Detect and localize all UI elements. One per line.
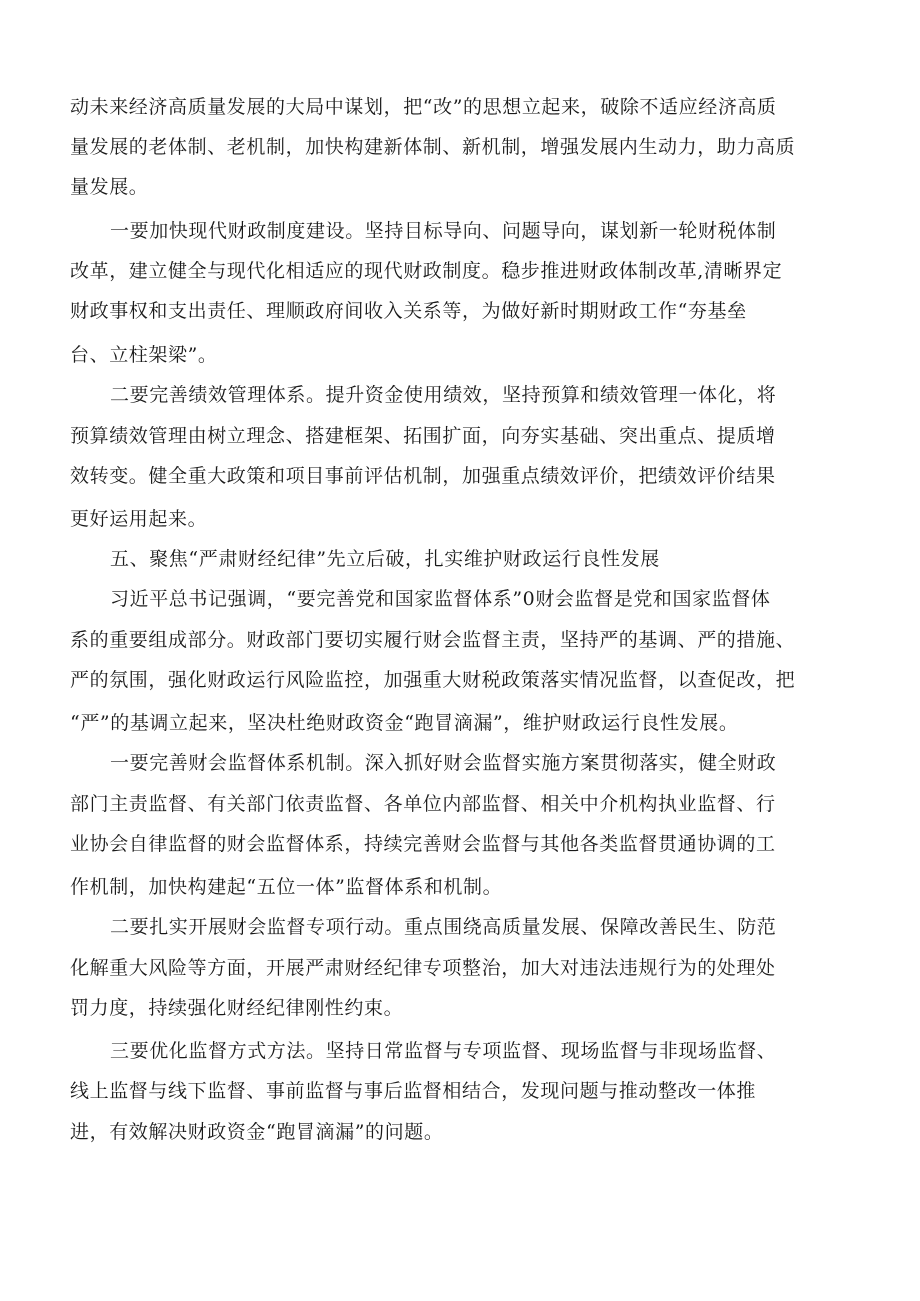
- text-line: 改革，建立健全与现代化相适应的现代财政制度。稳步推进财政体制改革,清晰界定: [70, 260, 783, 282]
- text-line: 财政事权和支出责任、理顺政府间收入关系等，为做好新时期财政工作“夯基垒: [70, 300, 747, 322]
- text-line: 效转变。健全重大政策和项目事前评估机制，加强重点绩效评价，把绩效评价结果: [70, 465, 776, 487]
- text-line: 线上监督与线下监督、事前监督与事后监督相结合，发现问题与推动整改一体推: [70, 1080, 757, 1102]
- paragraph-first-line: 习近平总书记强调，“要完善党和国家监督体系”0财会监督是党和国家监督体: [110, 588, 771, 610]
- paragraph-first-line: 一要完善财会监督体系机制。深入抓好财会监督实施方案贯彻落实，健全财政: [110, 752, 777, 774]
- text-line: 业协会自律监督的财会监督体系，持续完善财会监督与其他各类监督贯通协调的工: [70, 833, 776, 855]
- text-line: 系的重要组成部分。财政部门要切实履行财会监督主责，坚持严的基调、严的措施、: [70, 629, 796, 651]
- text-line: 严的氛围，强化财政运行风险监控，加强重大财税政策落实情况监督，以查促改，把: [70, 669, 796, 691]
- text-line: “严”的基调立起来，坚决杜绝财政资金“跑冒滴漏”，维护财政运行良性发展。: [70, 712, 739, 734]
- text-line: 进，有效解决财政资金“跑冒滴漏”的问题。: [70, 1121, 444, 1143]
- text-line: 部门主责监督、有关部门依责监督、各单位内部监督、相关中介机构执业监督、行: [70, 793, 776, 815]
- text-line: 预算绩效管理由树立理念、搭建框架、拓围扩面，向夯实基础、突出重点、提质增: [70, 425, 776, 447]
- paragraph-first-line: 一要加快现代财政制度建设。坚持目标导向、问题导向，谋划新一轮财税体制: [110, 220, 777, 242]
- paragraph-first-line: 三要优化监督方式方法。坚持日常监督与专项监督、现场监督与非现场监督、: [110, 1040, 777, 1062]
- paragraph-first-line: 二要扎实开展财会监督专项行动。重点围绕高质量发展、保障改善民生、防范: [110, 916, 777, 938]
- text-line: 更好运用起来。: [70, 508, 208, 530]
- text-line: 作机制，加快构建起“五位一体”监督体系和机制。: [70, 876, 503, 898]
- text-line: 化解重大风险等方面，开展严肃财经纪律专项整治，加大对违法违规行为的处理处: [70, 957, 776, 979]
- text-line: 量发展的老体制、老机制，加快构建新体制、新机制，增强发展内生动力，助力高质: [70, 136, 796, 158]
- section-heading: 五、聚焦“严肃财经纪律”先立后破，扎实维护财政运行良性发展: [110, 548, 660, 570]
- text-line: 量发展。: [70, 176, 149, 198]
- text-line: 罚力度，持续强化财经纪律刚性约束。: [70, 997, 404, 1019]
- text-line: 动未来经济高质量发展的大局中谋划，把“改”的思想立起来，破除不适应经济高质: [70, 96, 777, 118]
- text-line: 台、立柱架梁”。: [70, 344, 218, 366]
- paragraph-first-line: 二要完善绩效管理体系。提升资金使用绩效，坚持预算和绩效管理一体化，将: [110, 384, 777, 406]
